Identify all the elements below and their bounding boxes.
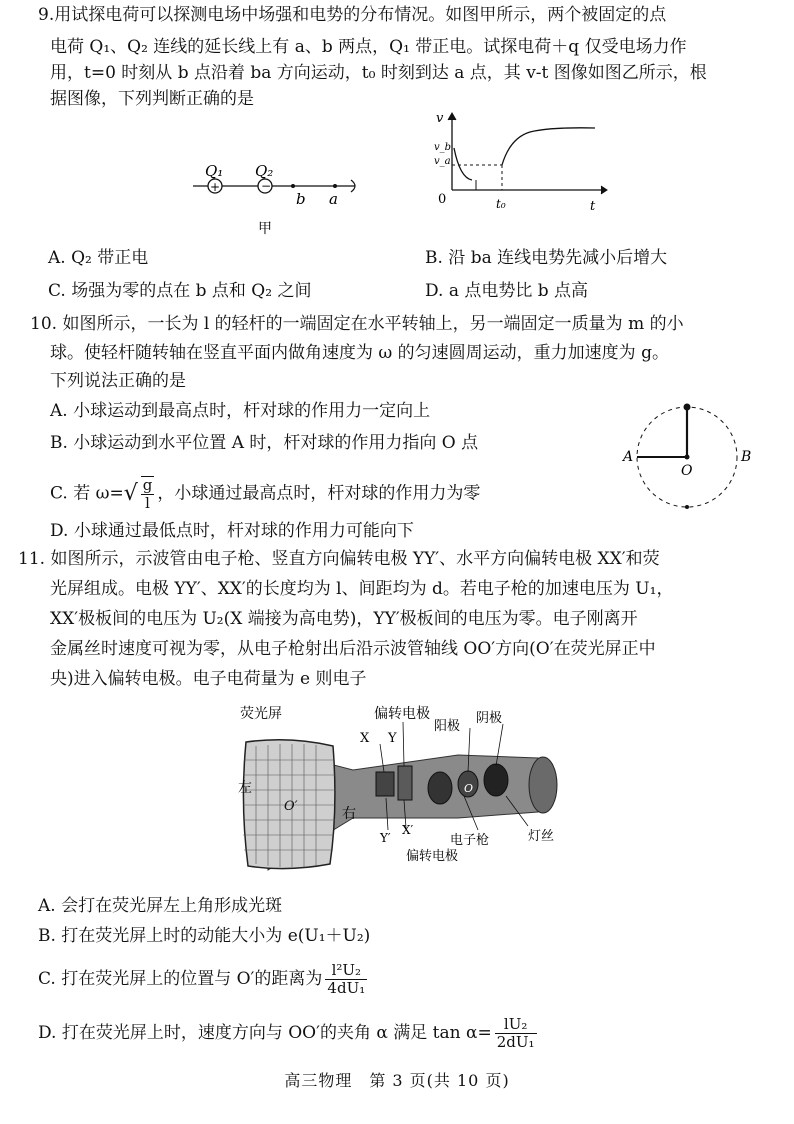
q10-option-a[interactable]: A. 小球运动到最高点时，杆对球的作用力一定向上 <box>50 401 431 421</box>
right-label: 右 <box>342 806 356 822</box>
q9-line-4: 据图像，下列判断正确的是 <box>50 89 254 109</box>
q11-option-d-prefix: D. 打在荧光屏上时，速度方向与 OO′的夹角 α 满足 tan α= <box>38 1023 492 1043</box>
deflect-electrode-bottom-label: 偏转电极 <box>406 849 459 864</box>
va-label: v_a <box>434 156 451 167</box>
q11-option-c-prefix: C. 打在荧光屏上的位置与 O′的距离为 <box>38 969 323 989</box>
x-prime-label: X′ <box>402 823 414 837</box>
q10-line-3: 下列说法正确的是 <box>50 371 186 391</box>
q1-label: Q₁ <box>205 162 224 180</box>
x-electrode-label: X <box>360 731 370 746</box>
q9-line-2: 电荷 Q₁、Q₂ 连线的延长线上有 a、b 两点，Q₁ 带正电。试探电荷＋q 仅受电场力作 <box>50 37 687 57</box>
q11-option-a[interactable]: A. 会打在荧光屏左上角形成光斑 <box>38 896 283 916</box>
q11-d-num: lU₂ <box>495 1016 537 1034</box>
vb-label: v_b <box>434 142 452 153</box>
y-prime-label: Y′ <box>380 831 391 845</box>
point-b-label: B <box>741 449 752 465</box>
page-footer: 高三物理 第 3 页(共 10 页) <box>284 1071 510 1090</box>
deflect-electrode-top-label: 偏转电极 <box>374 706 430 722</box>
q11-option-b[interactable]: B. 打在荧光屏上时的动能大小为 e(U₁＋U₂) <box>38 926 371 946</box>
figure-jia-caption: 甲 <box>258 221 272 237</box>
q11-line-3: XX′极板间的电压为 U₂(X 端接为高电势)，YY′极板间的电压为零。电子刚离开 <box>50 609 638 629</box>
point-a-label: a <box>329 190 338 208</box>
screen-center-oprime: O′ <box>284 799 298 814</box>
anode-label: 阳极 <box>434 719 461 734</box>
q10-option-c-suffix: ，小球通过最高点时，杆对球的作用力为零 <box>157 483 481 504</box>
q2-label: Q₂ <box>255 162 274 180</box>
q9-figure-jia <box>185 158 375 238</box>
q9-line-1: 9.用试探电荷可以探测电场中场强和电势的分布情况。如图甲所示，两个被固定的点 <box>38 5 667 25</box>
q9-option-a[interactable]: A. Q₂ 带正电 <box>48 248 149 268</box>
q11-d-den: 2dU₁ <box>496 1033 535 1051</box>
q11-oscilloscope-figure <box>228 700 573 880</box>
q10-circle-figure <box>615 395 780 520</box>
center-o-label: O <box>681 463 693 479</box>
q10-line-1: 10. 如图所示，一长为 l 的轻杆的一端固定在水平转轴上，另一端固定一质量为 m 的小 <box>30 314 684 334</box>
q9-option-b[interactable]: B. 沿 ba 连线电势先减小后增大 <box>425 248 668 268</box>
q10-c-num: g <box>142 476 153 494</box>
q11-line-1: 11. 如图所示，示波管由电子枪、竖直方向偏转电极 YY′、水平方向偏转电极 XX′和荧 <box>18 549 660 569</box>
q10-line-2: 球。使轻杆随转轴在竖直平面内做角速度为 ω 的匀速圆周运动，重力加速度为 g。 <box>50 343 669 363</box>
axis-v-label: v <box>436 111 444 126</box>
point-a-label: A <box>623 449 634 465</box>
q10-c-den: l <box>145 494 150 512</box>
q11-line-4: 金属丝时速度可视为零，从电子枪射出后沿示波管轴线 OO′方向(O′在荧光屏正中 <box>50 639 656 659</box>
cathode-label: 阴极 <box>476 711 503 726</box>
point-b-label: b <box>296 190 306 208</box>
left-label: 左 <box>238 780 252 796</box>
plus-sign: + <box>210 180 221 194</box>
y-electrode-label: Y <box>388 731 397 746</box>
q11-option-d[interactable] <box>38 1016 540 1051</box>
q11-c-den: 4dU₁ <box>327 979 366 997</box>
screen-label: 荧光屏 <box>240 706 282 722</box>
q11-line-5: 央)进入偏转电极。电子电荷量为 e 则电子 <box>50 669 367 689</box>
axis-t-label: t <box>590 199 596 214</box>
sqrt-symbol: √ <box>123 481 138 506</box>
q9-option-c[interactable]: C. 场强为零的点在 b 点和 Q₂ 之间 <box>48 281 312 301</box>
origin-o-label: O <box>464 782 474 795</box>
q11-c-num: l²U₂ <box>325 962 367 980</box>
q9-figure-vt-graph <box>430 108 630 218</box>
q11-line-2: 光屏组成。电极 YY′、XX′的长度均为 l、间距均为 d。若电子枪的加速电压为 U₁， <box>50 579 674 599</box>
q11-option-c[interactable] <box>38 962 370 997</box>
t0-label: t₀ <box>496 197 506 211</box>
q9-line-3: 用，t=0 时刻从 b 点沿着 ba 方向运动，t₀ 时刻到达 a 点，其 v-t 图像如图乙所示，根 <box>50 63 707 83</box>
q10-option-c-prefix: C. 若 ω= <box>50 483 124 504</box>
q10-option-d[interactable]: D. 小球通过最低点时，杆对球的作用力可能向下 <box>50 521 414 541</box>
origin-label: 0 <box>438 192 447 207</box>
minus-sign: − <box>261 179 272 193</box>
electron-gun-label: 电子枪 <box>450 833 490 848</box>
filament-label: 灯丝 <box>528 829 555 844</box>
q10-option-c[interactable] <box>50 476 480 512</box>
q10-option-b[interactable]: B. 小球运动到水平位置 A 时，杆对球的作用力指向 O 点 <box>50 433 479 453</box>
q9-option-d[interactable]: D. a 点电势比 b 点高 <box>425 281 589 301</box>
